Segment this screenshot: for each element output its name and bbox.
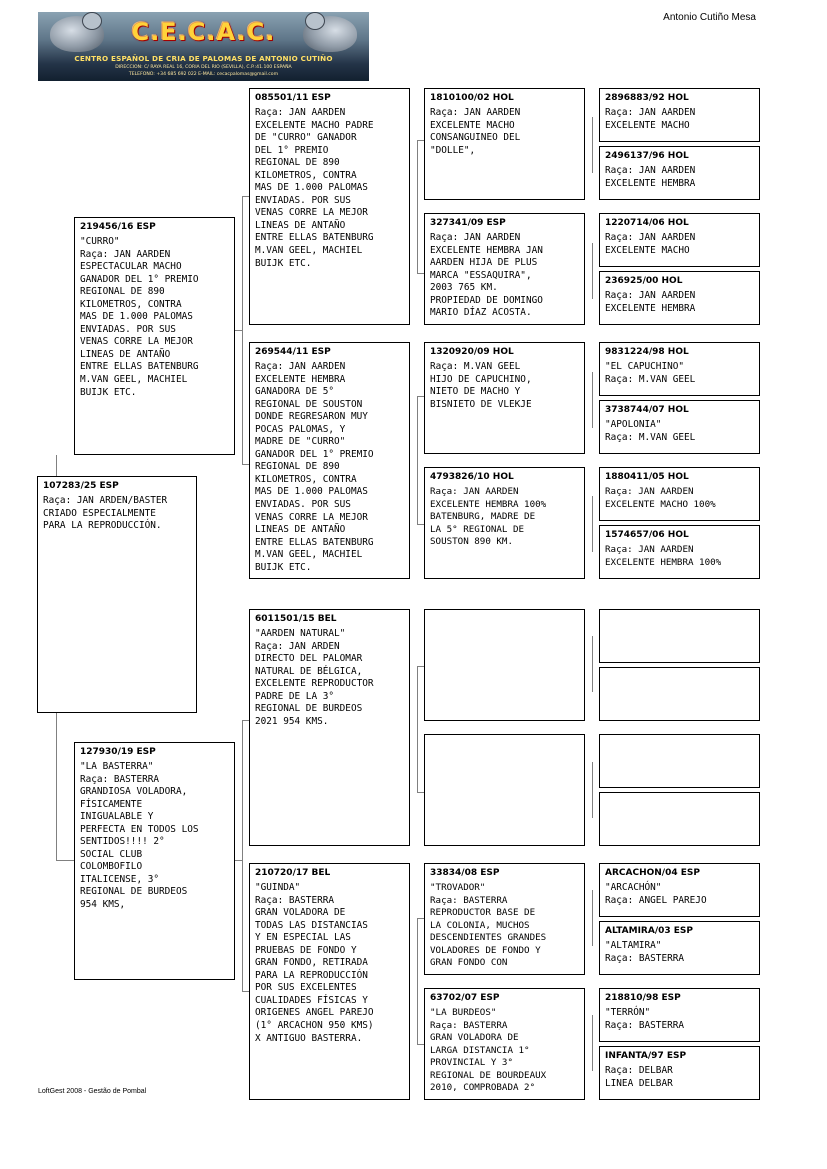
connector-line	[592, 636, 593, 692]
connector-line	[56, 455, 57, 476]
pigeon-card-empty	[424, 609, 585, 721]
pigeon-card-dd-dam	[424, 988, 585, 1100]
pigeon-description: Raça: JAN AARDEN EXCELENTE HEMBRA	[605, 290, 696, 314]
ring-number: 4793826/10 HOL	[430, 472, 514, 482]
pigeon-card-great-grandparent	[599, 921, 760, 975]
connector-line	[417, 140, 418, 273]
pigeon-card-empty	[599, 667, 760, 721]
connector-line	[56, 860, 74, 861]
pigeon-description: Raça: DELBAR LINEA DELBAR	[605, 1065, 673, 1089]
pigeon-description: Raça: JAN AARDEN EXCELENTE MACHO	[605, 107, 696, 131]
ring-number: 9831224/98 HOL	[605, 347, 689, 357]
pigeon-card-empty	[599, 792, 760, 846]
logo-subtitle: CENTRO ESPAÑOL DE CRIA DE PALOMAS DE ANTONIO CUTIÑO	[74, 54, 333, 63]
pigeon-description: "ARCACHÓN" Raça: ANGEL PAREJO	[605, 882, 707, 906]
pigeon-card-sd-sire	[424, 342, 585, 454]
pigeon-card-dam-sire	[249, 609, 410, 846]
pigeon-card-empty	[599, 734, 760, 788]
pigeon-card-empty	[599, 609, 760, 663]
pigeon-card-ss-sire	[424, 88, 585, 200]
pigeon-card-great-grandparent	[599, 467, 760, 521]
pigeon-card-subject	[37, 476, 197, 713]
ring-number: 236925/00 HOL	[605, 276, 683, 286]
owner-name: Antonio Cutiño Mesa	[663, 12, 756, 23]
connector-line	[592, 890, 593, 946]
pigeon-description: Raça: JAN AARDEN EXCELENTE HEMBRA JAN AARDEN HIJA DE PLUS MARCA "ESSAQUIRA", 2003 765 KM. PROPIEDAD DE DOMINGO MARIO DÍAZ ACOSTA.	[430, 232, 543, 319]
pigeon-description: "TERRÓN" Raça: BASTERRA	[605, 1007, 685, 1031]
connector-line	[417, 396, 418, 524]
pigeon-card-great-grandparent	[599, 88, 760, 142]
pigeon-icon	[303, 16, 357, 52]
pigeon-description: "ALTAMIRA" Raça: BASTERRA	[605, 940, 685, 964]
pigeon-description: Raça: JAN AARDEN EXCELENTE HEMBRA 100% BATENBURG, MADRE DE LA 5° REGIONAL DE SOUSTON 890 KM.	[430, 486, 547, 548]
footer-credit: LoftGest 2008 - Gestão de Pombal	[38, 1088, 147, 1095]
pigeon-card-great-grandparent	[599, 400, 760, 454]
ring-number: INFANTA/97 ESP	[605, 1051, 687, 1061]
pigeon-card-sd-dam	[424, 467, 585, 579]
pigeon-card-great-grandparent	[599, 525, 760, 579]
pigeon-description: "CURRO" Raça: JAN AARDEN ESPECTACULAR MACHO GANADOR DEL 1° PREMIO REGIONAL DE 890 KILOMETROS, CONTRA MAS DE 1.000 PALOMAS ENVIADAS. POR SUS VENAS CORRE LA MEJOR LINEAS DE ANTAÑO ENTRE ELLAS BATENBURG M.VAN GEEL, MACHIEL BUIJK ETC.	[80, 236, 199, 398]
ring-number: 1220714/06 HOL	[605, 218, 689, 228]
ring-number: 219456/16 ESP	[80, 222, 156, 232]
connector-line	[592, 117, 593, 173]
pigeon-card-sire-sire	[249, 88, 410, 325]
ring-number: 33834/08 ESP	[430, 868, 500, 878]
connector-line	[234, 330, 242, 331]
ring-number: 1574657/06 HOL	[605, 530, 689, 540]
ring-number: 327341/09 ESP	[430, 218, 506, 228]
ring-number: 1880411/05 HOL	[605, 472, 689, 482]
pigeon-description: Raça: JAN AARDEN EXCELENTE MACHO 100%	[605, 486, 716, 510]
pigeon-card-dam	[74, 742, 235, 980]
logo-title: C.E.C.A.C.	[131, 18, 276, 46]
pigeon-card-empty	[424, 734, 585, 846]
pigeon-card-dd-sire	[424, 863, 585, 975]
connector-line	[234, 860, 242, 861]
ring-number: ARCACHON/04 ESP	[605, 868, 700, 878]
pigeon-description: Raça: JAN AARDEN EXCELENTE HEMBRA 100%	[605, 544, 722, 568]
connector-line	[417, 666, 418, 792]
pigeon-description: "AARDEN NATURAL" Raça: JAN ARDEN DIRECTO DEL PALOMAR NATURAL DE BÉLGICA, EXCELENTE REPRODUCTOR PADRE DE LA 3° REGIONAL DE BURDEOS 2021 954 KMS.	[255, 628, 374, 727]
pigeon-card-great-grandparent	[599, 146, 760, 200]
ring-number: 218810/98 ESP	[605, 993, 681, 1003]
ring-number: 210720/17 BEL	[255, 868, 331, 878]
pigeon-card-sire-dam	[249, 342, 410, 579]
pigeon-card-great-grandparent	[599, 213, 760, 267]
pigeon-description: Raça: JAN AARDEN EXCELENTE HEMBRA	[605, 165, 696, 189]
connector-line	[417, 918, 418, 1044]
logo-address: DIRECCION: C/ RAYA REAL 16, CORIA DEL RIO (SEVILLA), C.P.:41.100 ESPAÑA	[115, 65, 292, 70]
ring-number: 2496137/96 HOL	[605, 151, 689, 161]
pigeon-card-great-grandparent	[599, 1046, 760, 1100]
ring-number: ALTAMIRA/03 ESP	[605, 926, 693, 936]
ring-number: 1810100/02 HOL	[430, 93, 514, 103]
cecac-logo	[38, 12, 369, 81]
connector-line	[56, 712, 57, 860]
pigeon-card-great-grandparent	[599, 271, 760, 325]
ring-number: 63702/07 ESP	[430, 993, 500, 1003]
pigeon-card-great-grandparent	[599, 988, 760, 1042]
ring-number: 6011501/15 BEL	[255, 614, 337, 624]
pigeon-card-dam-dam	[249, 863, 410, 1100]
pigeon-description: "GUINDA" Raça: BASTERRA GRAN VOLADORA DE TODAS LAS DISTANCIAS Y EN ESPECIAL LAS PRUEBAS DE FONDO Y GRAN FONDO, RETIRADA PARA LA REPRODUCCIÓN POR SUS EXCELENTES CUALIDADES FÍSICAS Y ORIGENES ANGEL PAREJO (1° ARCACHON 950 KMS) X ANTIGUO BASTERRA.	[255, 882, 374, 1044]
pigeon-description: Raça: JAN AARDEN EXCELENTE MACHO PADRE DE "CURRO" GANADOR DEL 1° PREMIO REGIONAL DE 890 KILOMETROS, CONTRA MAS DE 1.000 PALOMAS ENVIADAS. POR SUS VENAS CORRE LA MEJOR LINEAS DE ANTAÑO ENTRE ELLAS BATENBURG M.VAN GEEL, MACHIEL BUIJK ETC.	[255, 107, 374, 269]
ring-number: 269544/11 ESP	[255, 347, 331, 357]
pigeon-card-ss-dam	[424, 213, 585, 325]
pigeon-description: "LA BURDEOS" Raça: BASTERRA GRAN VOLADORA DE LARGA DISTANCIA 1° PROVINCIAL Y 3° REGIONAL DE BOURDEAUX 2010, COMPROBADA 2°	[430, 1007, 547, 1094]
pigeon-icon	[50, 16, 104, 52]
pigeon-description: "APOLONIA" Raça: M.VAN GEEL	[605, 419, 696, 443]
ring-number: 2896883/92 HOL	[605, 93, 689, 103]
ring-number: 085501/11 ESP	[255, 93, 331, 103]
connector-line	[242, 720, 243, 991]
connector-line	[592, 372, 593, 428]
pigeon-description: "LA BASTERRA" Raça: BASTERRA GRANDIOSA VOLADORA, FÍSICAMENTE INIGUALABLE Y PERFECTA EN TODOS LOS SENTIDOS!!!! 2° SOCIAL CLUB COLOMBOFILO ITALICENSE, 3° REGIONAL DE BURDEOS 954 KMS,	[80, 761, 199, 911]
pigeon-card-sire	[74, 217, 235, 455]
pigeon-card-great-grandparent	[599, 863, 760, 917]
ring-number: 107283/25 ESP	[43, 481, 119, 491]
connector-line	[592, 1015, 593, 1071]
pigeon-description: Raça: JAN AARDEN EXCELENTE HEMBRA GANADORA DE 5° REGIONAL DE SOUSTON DONDE REGRESARON MUY POCAS PALOMAS, Y MADRE DE "CURRO" GANADOR DEL 1° PREMIO REGIONAL DE 890 KILOMETROS, CONTRA MAS DE 1.000 PALOMAS ENVIADAS. POR SUS VENAS CORRE LA MEJOR LINEAS DE ANTAÑO ENTRE ELLAS BATENBURG M.VAN GEEL, MACHIEL BUIJK ETC.	[255, 361, 374, 573]
pigeon-card-great-grandparent	[599, 342, 760, 396]
ring-number: 1320920/09 HOL	[430, 347, 514, 357]
logo-contact: TELEFONO: +34 685 692 022 E-MAIL: cecacpalomas@gmail.com	[128, 72, 279, 77]
ring-number: 3738744/07 HOL	[605, 405, 689, 415]
pigeon-description: "TROVADOR" Raça: BASTERRA REPRODUCTOR BASE DE LA COLONIA, MUCHOS DESCENDIENTES GRANDES VOLADORES DE FONDO Y GRAN FONDO CON	[430, 882, 547, 969]
connector-line	[592, 243, 593, 299]
connector-line	[592, 496, 593, 552]
connector-line	[592, 762, 593, 818]
connector-line	[242, 196, 243, 464]
pigeon-description: Raça: M.VAN GEEL HIJO DE CAPUCHINO, NIETO DE MACHO Y BISNIETO DE VLEKJE	[430, 361, 532, 410]
pigeon-description: Raça: JAN AARDEN EXCELENTE MACHO	[605, 232, 696, 256]
pigeon-description: Raça: JAN AARDEN EXCELENTE MACHO CONSANGUINEO DEL "DOLLE",	[430, 107, 521, 156]
pigeon-description: Raça: JAN ARDEN/BASTER CRIADO ESPECIALMENTE PARA LA REPRODUCCIÓN.	[43, 495, 168, 532]
ring-number: 127930/19 ESP	[80, 747, 156, 757]
pigeon-description: "EL CAPUCHINO" Raça: M.VAN GEEL	[605, 361, 696, 385]
